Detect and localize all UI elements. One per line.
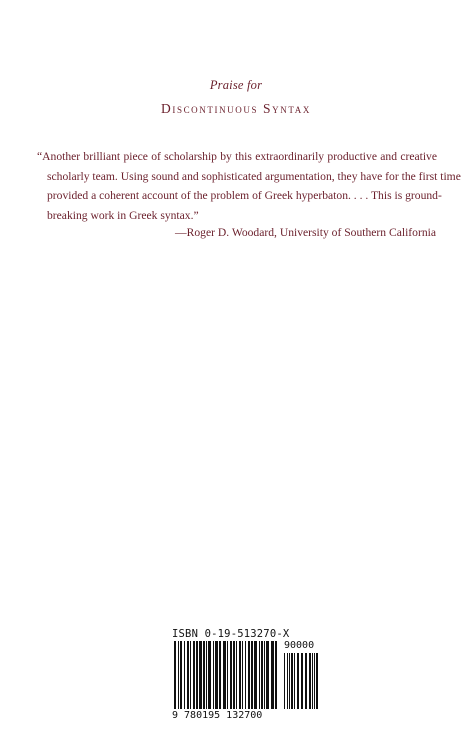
barcode-bar bbox=[233, 641, 235, 709]
barcode-addon-bar bbox=[316, 653, 318, 709]
barcode-addon-bar bbox=[294, 653, 295, 709]
barcode-addon-bar bbox=[297, 653, 299, 709]
barcode-bar bbox=[187, 641, 189, 709]
barcode-bar bbox=[271, 641, 274, 709]
barcode-bar bbox=[199, 641, 202, 709]
barcode-bar bbox=[275, 641, 277, 709]
barcode-bar bbox=[193, 641, 195, 709]
barcode-addon-bar bbox=[305, 653, 307, 709]
barcode-bar bbox=[245, 641, 246, 709]
barcode-bar bbox=[223, 641, 226, 709]
barcode-addon-bar bbox=[309, 653, 311, 709]
isbn-barcode bbox=[172, 628, 322, 724]
barcode-bar bbox=[266, 641, 269, 709]
barcode-bar bbox=[261, 641, 263, 709]
barcode-addon-bar bbox=[301, 653, 303, 709]
barcode-bar bbox=[242, 641, 243, 709]
quote-line: breaking work in Greek syntax.” bbox=[47, 208, 199, 222]
barcode-bar bbox=[174, 641, 176, 709]
barcode-bar bbox=[180, 641, 182, 709]
barcode-bar bbox=[239, 641, 241, 709]
quote-line: “Another brilliant piece of scholarship by this extraordinarily productive and creative bbox=[37, 150, 437, 163]
barcode-addon-bar bbox=[312, 653, 313, 709]
book-title: Discontinuous Syntax bbox=[161, 101, 311, 116]
review-quote bbox=[37, 147, 461, 225]
barcode-bar bbox=[190, 641, 191, 709]
quote-attribution: —Roger D. Woodard, University of Southern California bbox=[175, 226, 436, 239]
barcode-bar bbox=[215, 641, 218, 709]
barcode-bar bbox=[208, 641, 211, 709]
barcode-addon-bar bbox=[291, 653, 293, 709]
barcode-bar bbox=[248, 641, 250, 709]
barcode-bar bbox=[196, 641, 198, 709]
quote-line: scholarly team. Using sound and sophisticated argumentation, they have for the first time bbox=[47, 169, 461, 183]
barcode-bar bbox=[227, 641, 228, 709]
barcode-addon-bar bbox=[289, 653, 290, 709]
barcode-addon-bar bbox=[284, 653, 285, 709]
barcode-bar bbox=[203, 641, 205, 709]
barcode-bar bbox=[184, 641, 185, 709]
quote-line: provided a coherent account of the problem of Greek hyperbaton. . . . This is ground- bbox=[47, 189, 442, 203]
barcode-addon-bar bbox=[287, 653, 288, 709]
barcode-bar bbox=[264, 641, 265, 709]
barcode-bar bbox=[213, 641, 214, 709]
barcode-bar bbox=[259, 641, 260, 709]
barcode-bar bbox=[236, 641, 237, 709]
barcode-digits: 9 780195 132700 bbox=[172, 710, 263, 721]
praise-label: Praise for bbox=[209, 78, 263, 92]
barcode-bar bbox=[230, 641, 232, 709]
isbn-number: ISBN 0-19-513270-X bbox=[172, 628, 290, 640]
barcode-addon-bar bbox=[314, 653, 315, 709]
barcode-bar bbox=[219, 641, 221, 709]
barcode-bar bbox=[254, 641, 257, 709]
barcode-bars bbox=[172, 641, 320, 711]
barcode-bar bbox=[206, 641, 207, 709]
barcode-addon-digits: 90000 bbox=[284, 640, 315, 651]
barcode-bar bbox=[178, 641, 179, 709]
barcode-bar bbox=[251, 641, 253, 709]
